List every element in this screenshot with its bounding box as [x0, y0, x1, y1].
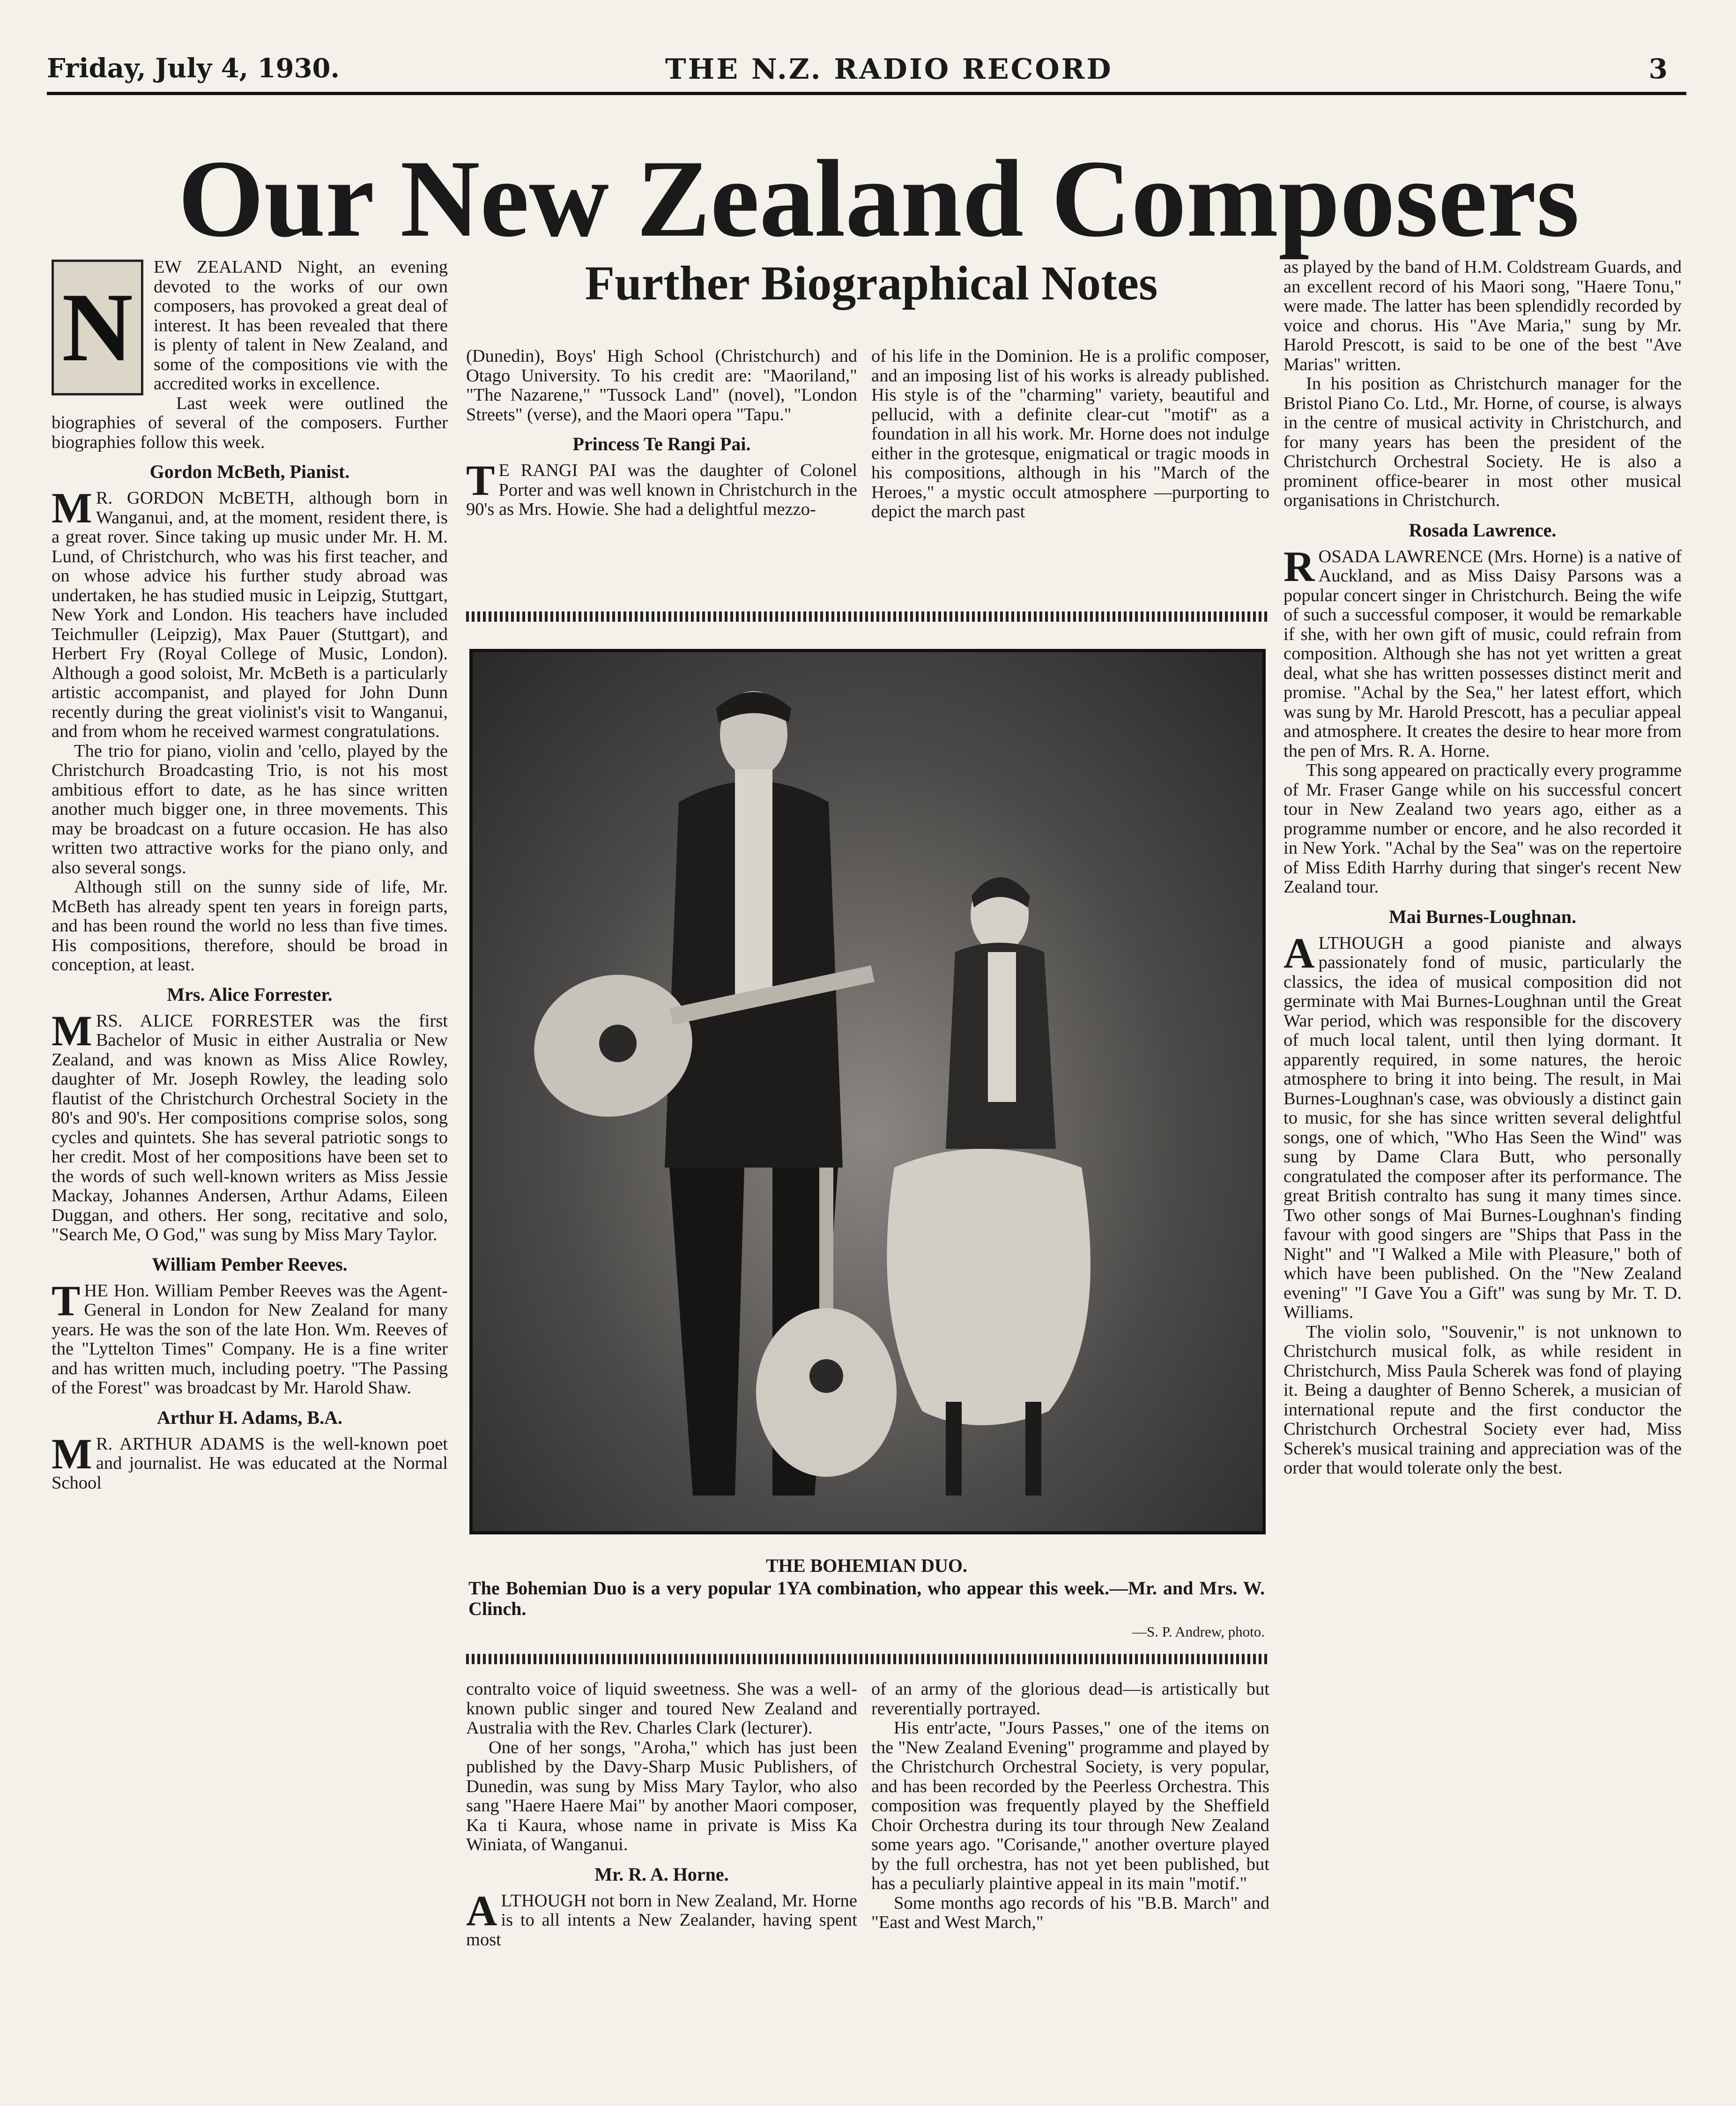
section-heading: Arthur H. Adams, B.A.: [157, 1406, 342, 1428]
photo-credit: —S. P. Andrew, photo.: [1132, 1623, 1265, 1640]
article-paragraph: contralto voice of liquid sweetness. She was a well-known public singer and toured New Zealand and Australia with the Rev. Charles Clark (lecturer).: [466, 1679, 857, 1738]
column-3-upper: [871, 347, 1269, 522]
article-paragraph: Although still on the sunny side of life, Mr. McBeth has already spent ten years in foreign parts, and has been round the world no less than five times. His compositions, therefore, should be broad in conception, at least.: [52, 877, 448, 975]
subheadline: Further Biographical Notes: [585, 256, 1158, 310]
article-paragraph: THE Hon. William Pember Reeves was the Agent-General in London for New Zealand for many years. He was the son of the late Hon. Wm. Reeves of the "Lyttelton Times" Company. He is a fine writer and has written much, including poetry. "The Passing of the Forest" was broadcast by Mr. Harold Shaw.: [52, 1276, 448, 1398]
decorative-rule: [466, 1654, 1269, 1664]
article-paragraph: of an army of the glorious dead—is artistically but reverentially portrayed.: [871, 1679, 1269, 1719]
article-paragraph: ALTHOUGH a good pianiste and always passionately fond of music, particularly the classics, the idea of musical composition did not germinate with Mai Burnes-Loughnan until the Great War period, which was responsible for the discovery of much local talent, until then lying dormant. It apparently required, in some natures, the heroic atmosphere to bring it into being. The result, in Mai Burnes-Loughnan's case, was obviously a distinct gain to music, for she has since written several delightful songs, one of which, "Who Has Seen the Wind" was sung by Dame Clara Butt, who personally congratulated the composer after its performance. The great British contralto has sung it many times since. Two other songs of Mai Burnes-Loughnan's finding favour with good singers are "Ships that Pass in the Night" and "I Walked a Mile with Pleasure," both of which have been published. On the "New Zealand evening" "I Gave You a Gift" was sung by Mr. T. D. Williams.: [1283, 929, 1682, 1322]
column-2-upper: [466, 347, 857, 520]
article-paragraph: ALTHOUGH not born in New Zealand, Mr. Horne is to all intents a New Zealander, having spent most: [466, 1886, 857, 1950]
article-paragraph: (Dunedin), Boys' High School (Christchurch) and Otago University. To his credit are: "Maoriland," "The Nazarene," "Tussock Land" (novel), "London Streets" (verse), and the Maori opera "Tapu.": [466, 346, 857, 424]
headline: Our New Zealand Composers: [178, 138, 1580, 260]
drop-cap: R: [1283, 542, 1315, 590]
article-paragraph: Some months ago records of his "B.B. March" and "East and West March,": [871, 1893, 1269, 1932]
column-3-lower: [871, 1680, 1269, 1933]
drop-cap: T: [52, 1276, 81, 1325]
article-paragraph: of his life in the Dominion. He is a prolific composer, and an imposing list of his works is already published. His style is of the "charming" variety, beautiful and pellucid, with a definite clear-cut "motif" as a foundation in all his work. Mr. Horne does not indulge either in the grotesque, enigmatical or tragic moods in his compositions, although in his "March of the Heroes," a mystic occult atmosphere —purporting to depict the march past: [871, 346, 1269, 521]
drop-cap: A: [1283, 929, 1315, 977]
drop-cap: T: [466, 456, 495, 504]
column-1: [52, 258, 448, 1493]
masthead: [47, 49, 1686, 87]
section-heading: Princess Te Rangi Pai.: [572, 433, 751, 454]
article-paragraph: M R. GORDON McBETH, although born in Wanganui, and, at the moment, resident there, is a great rover. Since taking up music under Mr. H. M. Lund, of Christchurch, who was his first teacher, and on whose advice his further study abroad was undertaken, he has studied music in Leipzig, Stuttgart, New York and London. His teachers have included Teichmuller (Leipzig), Max Pauer (Stuttgart), and Herbert Fry (Royal College of Music, London). Although a good soloist, Mr. McBeth is a particularly artistic accompanist, and played for John Dunn recently during the great violinist's visit to Wanganui, and from whom he received warmest congratulations.: [52, 484, 448, 741]
ornamental-initial-letter: N: [62, 273, 133, 382]
article-paragraph: One of her songs, "Aroha," which has just been published by the Davy-Sharp Music Publishers, of Dunedin, was sung by Miss Mary Taylor, who also sang "Haere Haere Mai" by another Maori composer, Ka ti Kaura, whose name in private is Miss Ka Winiata, of Wanganui.: [466, 1737, 857, 1854]
drop-cap: M: [52, 1429, 92, 1478]
article-paragraph: His entr'acte, "Jours Passes," one of the items on the "New Zealand Evening" programme and played by the Christchurch Orchestral Society, is very popular, and has been recorded by the Peerless Orchestra. This composition was frequently played by the Sheffield Choir Orchestra during its tour through New Zealand some years ago. "Corisande," another overture played by the full orchestra, has not yet been published, but has a peculiarly plaintive appeal in its main "motif.": [871, 1718, 1269, 1893]
article-paragraph: The violin solo, "Souvenir," is not unknown to Christchurch musical folk, as while resident in Christchurch, Miss Paula Scherek was fond of playing it. Being a daughter of Benno Scherek, a musician of international repute and the first conductor the Christchurch Orchestral Society ever had, Miss Scherek's musical training and appreciation was of the order that would tolerate only the best.: [1283, 1322, 1682, 1478]
article-paragraph: MRS. ALICE FORRESTER was the first Bachelor of Music in either Australia or New Zealand, and was known as Miss Alice Rowley, daughter of Mr. Joseph Rowley, the leading solo flautist of the Christchurch Orchestral Society in the 80's and 90's. Her compositions comprise solos, song cycles and quintets. She has several patriotic songs to her credit. Most of her compositions have been set to the words of such well-known writers as Miss Jessie Mackay, Johannes Andersen, Arthur Adams, Eileen Duggan, and others. Her song, recitative and solo, "Search Me, O God," was sung by Miss Mary Taylor.: [52, 1006, 448, 1244]
masthead-rule: [47, 92, 1686, 95]
section-heading: Mai Burnes-Loughnan.: [1388, 906, 1577, 927]
section-heading: Mrs. Alice Forrester.: [167, 983, 333, 1005]
article-paragraph: This song appeared on practically every programme of Mr. Fraser Gange while on his successful concert tour in New Zealand two years ago, either as a programme number or encore, and he also recorded it in New York. "Achal by the Sea" was on the repertoire of Miss Edith Harrhy during that singer's recent New Zealand tour.: [1283, 760, 1682, 897]
drop-cap: M: [52, 484, 92, 532]
article-paragraph: M R. ARTHUR ADAMS is the well-known poet and journalist. He was educated at the Normal School: [52, 1429, 448, 1493]
section-heading: Rosada Lawrence.: [1409, 519, 1557, 541]
intro-paragraph: Last week were outlined the biographies of several of the composers. Further biographies follow this week.: [52, 393, 448, 452]
photo-caption-title: THE BOHEMIAN DUO.: [765, 1555, 968, 1576]
decorative-rule: [466, 611, 1269, 622]
drop-cap: M: [52, 1006, 92, 1055]
photo-caption: The Bohemian Duo is a very popular 1YA combination, who appear this week.—Mr. and Mrs. W. Clinch.: [468, 1578, 1265, 1619]
article-paragraph: ROSADA LAWRENCE (Mrs. Horne) is a native of Auckland, and as Miss Daisy Parsons was a popular concert singer in Christchurch. Being the wife of such a successful composer, it would be remarkable if she, with her own gift of music, could refrain from composition. Although she has not yet written a great deal, what she has written possesses distinct merit and promise. "Achal by the Sea," her latest effort, which was sung by Mr. Harold Prescott, has a peculiar appeal and atmosphere. It creates the desire to hear more from the pen of Mrs. R. A. Horne.: [1283, 542, 1682, 761]
issue-date: Friday, July 4, 1930.: [47, 53, 340, 84]
ornamental-initial-icon: [52, 260, 143, 395]
section-heading: William Pember Reeves.: [152, 1253, 348, 1275]
article-paragraph: as played by the band of H.M. Coldstream Guards, and an excellent record of his Maori song, "Haere Tonu," were made. The latter has been splendidly recorded by voice and chorus. His "Ave Maria," sung by Mr. Harold Prescott, is said to be one of the best "Ave Marias" written.: [1283, 257, 1682, 374]
publication-title: THE N.Z. RADIO RECORD: [665, 53, 1113, 86]
page-number: 3: [1648, 53, 1668, 85]
article-paragraph: The trio for piano, violin and 'cello, played by the Christchurch Broadcasting Trio, is not his most ambitious effort to date, as he has since written another much bigger one, in three movements. This may be broadcast on a future occasion. He has also written two attractive works for the piano only, and also several songs.: [52, 741, 448, 878]
drop-cap: A: [466, 1886, 497, 1935]
article-paragraph: In his position as Christchurch manager for the Bristol Piano Co. Ltd., Mr. Horne, of course, is always in the centre of musical activity in Christchurch, and for many years has been the president of the Christchurch Orchestral Society. He is also a prominent office-bearer in most other musical organisations in Christchurch.: [1283, 374, 1682, 510]
bohemian-duo-photograph: [469, 649, 1266, 1534]
section-heading: Gordon McBeth, Pianist.: [149, 461, 350, 482]
column-2-lower: [466, 1680, 857, 1950]
article-paragraph: T E RANGI PAI was the daughter of Colonel Porter and was well known in Christchurch in the 90's as Mrs. Howie. She had a delightful mezzo-: [466, 456, 857, 519]
photo-figures-icon: [473, 652, 1262, 1531]
column-4: [1283, 258, 1682, 1478]
section-heading: Mr. R. A. Horne.: [594, 1863, 729, 1885]
intro-paragraph: EW ZEALAND Night, an evening devoted to the works of our own composers, has provoked a great deal of interest. It has been revealed that there is plenty of talent in New Zealand, and some of the compositions vie with the accredited works in excellence.: [154, 257, 448, 394]
